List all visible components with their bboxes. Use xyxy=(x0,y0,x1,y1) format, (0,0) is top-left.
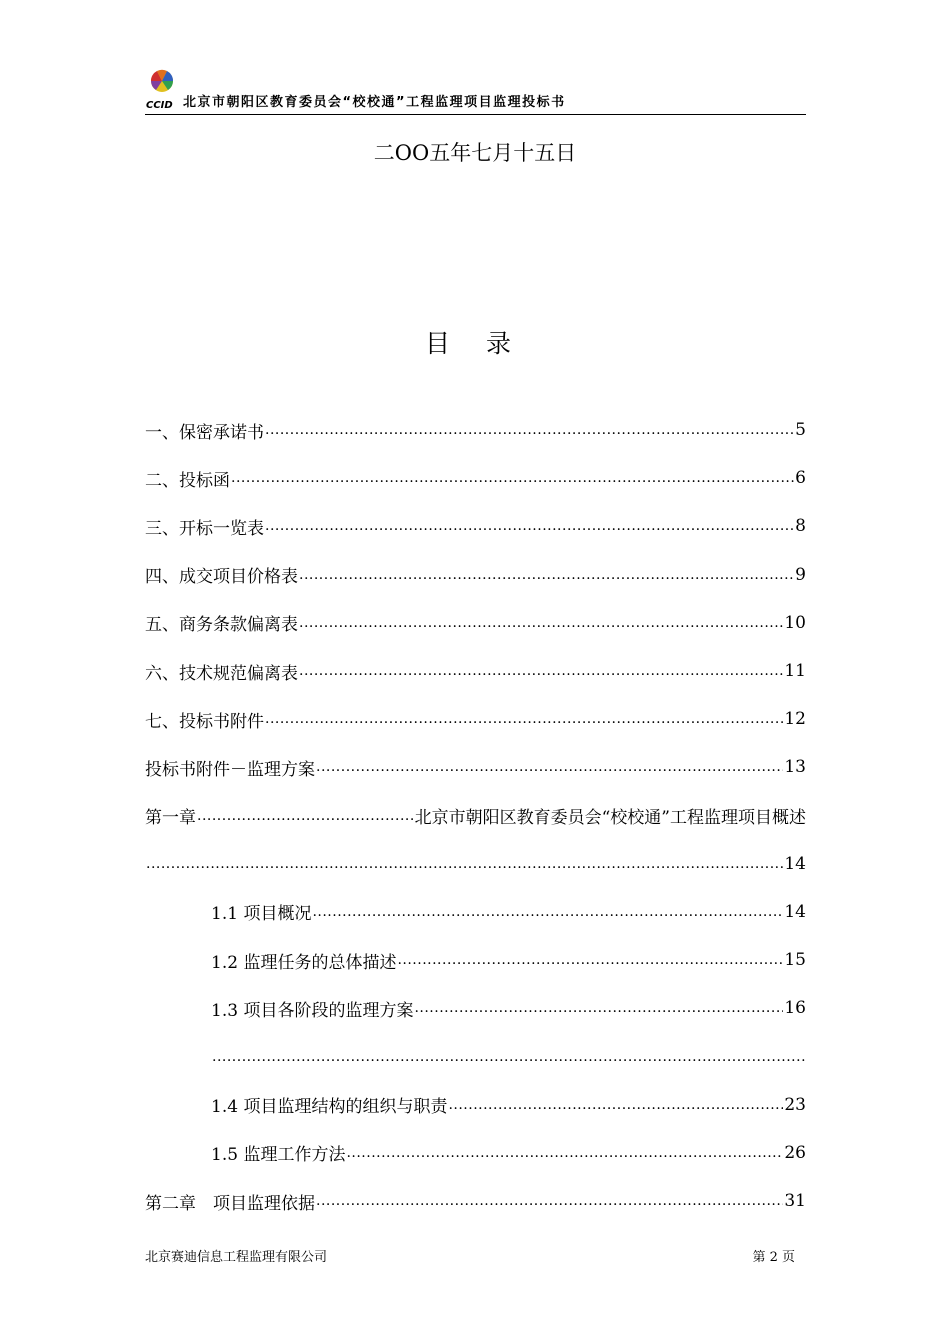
toc-entry-label: 六、技术规范偏离表 xyxy=(145,663,298,684)
toc-dot-leader xyxy=(346,1143,783,1163)
toc-dot-leader xyxy=(397,950,783,970)
toc-entry[interactable] xyxy=(145,454,806,502)
header-title: 北京市朝阳区教育委员会“校校通”工程监理项目监理投标书 xyxy=(183,95,566,110)
toc-dot-leader xyxy=(299,565,794,585)
toc-entry-label: 二、投标函 xyxy=(145,470,230,491)
toc-entry[interactable] xyxy=(145,792,806,840)
toc-entry[interactable] xyxy=(145,1177,806,1225)
toc-entry[interactable] xyxy=(145,743,806,791)
toc-entry-label: 1.5 监理工作方法 xyxy=(211,1145,346,1166)
toc-entry-page: 13 xyxy=(784,757,806,778)
toc-entry-label: 第二章 项目监理依据 xyxy=(145,1193,315,1214)
toc-entry-page: 16 xyxy=(784,998,806,1019)
toc-entry-page: 26 xyxy=(784,1142,806,1163)
toc-entry-page: 10 xyxy=(784,612,806,633)
toc-dot-leader xyxy=(316,757,783,777)
toc-entry[interactable] xyxy=(145,840,806,888)
toc-entry[interactable] xyxy=(145,888,806,936)
toc-entry-label: 1.3 项目各阶段的监理方案 xyxy=(211,1000,414,1021)
toc-entry-page: 北京市朝阳区教育委员会“校校通”工程监理项目概述 xyxy=(414,808,806,829)
toc-entry[interactable] xyxy=(145,984,806,1032)
toc-dot-leader xyxy=(146,854,783,874)
toc-entry[interactable] xyxy=(145,1032,806,1080)
toc-entry-label: 1.2 监理任务的总体描述 xyxy=(211,952,397,973)
document-date: 二OO五年七月十五日 xyxy=(373,141,577,165)
toc-entry-page: 12 xyxy=(784,709,806,730)
toc-dot-leader xyxy=(299,661,783,681)
toc-dot-leader xyxy=(197,806,414,826)
svg-text:CCID: CCID xyxy=(146,100,173,111)
toc-entry-label: 五、商务条款偏离表 xyxy=(145,615,298,636)
toc-entry[interactable] xyxy=(145,502,806,550)
toc-dot-leader xyxy=(312,902,783,922)
toc-dot-leader xyxy=(212,1047,805,1067)
page-header xyxy=(145,64,806,115)
toc-dot-leader xyxy=(414,998,783,1018)
footer-company: 北京赛迪信息工程监理有限公司 xyxy=(145,1250,328,1265)
table-of-contents xyxy=(145,406,806,1225)
toc-entry-label: 一、保密承诺书 xyxy=(145,422,264,443)
toc-entry-page: 23 xyxy=(784,1094,806,1115)
toc-dot-leader xyxy=(299,613,783,633)
toc-entry[interactable] xyxy=(145,936,806,984)
toc-entry-page: 14 xyxy=(784,853,806,874)
toc-dot-leader xyxy=(448,1095,783,1115)
toc-entry-label: 1.4 项目监理结构的组织与职责 xyxy=(211,1097,448,1118)
ccid-logo-icon xyxy=(145,66,179,112)
toc-entry-page: 31 xyxy=(784,1191,806,1212)
toc-dot-leader xyxy=(231,468,794,488)
toc-entry-page: 14 xyxy=(784,901,806,922)
toc-entry-label: 投标书附件－监理方案 xyxy=(145,759,315,780)
toc-entry[interactable] xyxy=(145,406,806,454)
toc-entry-page: 11 xyxy=(784,661,806,682)
toc-dot-leader xyxy=(316,1191,783,1211)
toc-dot-leader xyxy=(265,516,794,536)
toc-entry-page: 6 xyxy=(795,468,806,489)
toc-entry[interactable] xyxy=(145,1129,806,1177)
toc-entry-label: 1.1 项目概况 xyxy=(211,904,312,925)
toc-dot-leader xyxy=(265,709,783,729)
toc-entry-label: 第一章 xyxy=(145,808,196,829)
toc-entry[interactable] xyxy=(145,695,806,743)
toc-entry-label: 三、开标一览表 xyxy=(145,518,264,539)
toc-entry[interactable] xyxy=(145,599,806,647)
toc-dot-leader xyxy=(265,420,794,440)
toc-entry-page: 9 xyxy=(795,564,806,585)
toc-title: 目 录 xyxy=(425,329,525,358)
footer-page-number: 第 2 页 xyxy=(752,1250,795,1265)
toc-entry[interactable] xyxy=(145,647,806,695)
toc-entry[interactable] xyxy=(145,551,806,599)
toc-entry-label: 四、成交项目价格表 xyxy=(145,567,298,588)
toc-entry[interactable] xyxy=(145,1081,806,1129)
toc-entry-page: 8 xyxy=(795,516,806,537)
toc-entry-label: 七、投标书附件 xyxy=(145,711,264,732)
toc-entry-page: 15 xyxy=(784,950,806,971)
toc-entry-page: 5 xyxy=(795,420,806,441)
